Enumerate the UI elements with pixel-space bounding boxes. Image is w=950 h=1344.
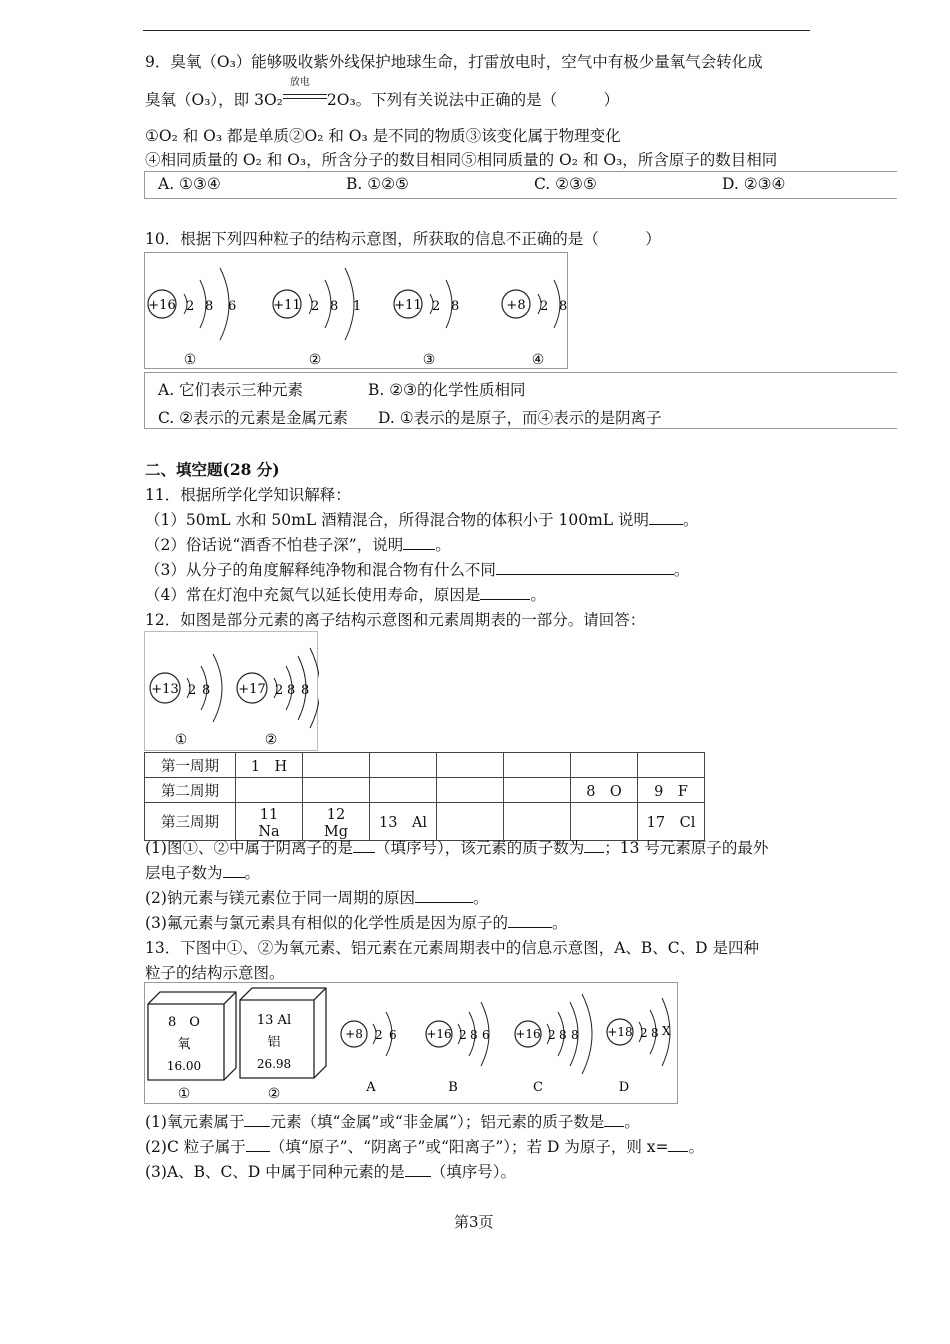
q13-cell1-numsym: 8 O xyxy=(168,1015,200,1030)
q12-p2-e3: 8 xyxy=(301,683,310,698)
q13-diagrams xyxy=(144,982,679,1104)
q13-particle-d xyxy=(607,998,671,1095)
q13-cell1-mass: 16.00 xyxy=(166,1059,202,1073)
q10-particle-2 xyxy=(273,268,361,368)
q13-blank-4[interactable] xyxy=(668,1137,688,1152)
svg-text:+16: +16 xyxy=(426,1027,452,1041)
q9-option-a[interactable]: A. ①③④ xyxy=(158,175,221,193)
q10-p2-e2: 8 xyxy=(330,299,339,314)
table-row: 第二周期 8 O 9 F xyxy=(145,778,705,803)
q10-p2-label: ② xyxy=(308,352,322,368)
q10-p3-label: ③ xyxy=(422,352,436,368)
q10-option-c[interactable]: C. ②表示的元素是金属元素 xyxy=(158,409,349,427)
q10-p3-e1: 2 xyxy=(432,299,441,314)
q12-sub1-line1: (1)图①、②中属于阴离子的是 （填序号），该元素的质子数为 ；13 号元素原子的最外 xyxy=(145,839,769,857)
q10-p2-nucleus: +11 xyxy=(273,298,301,313)
svg-text:8: 8 xyxy=(559,1028,567,1042)
q10-stem: 10．根据下列四种粒子的结构示意图，所获取的信息不正确的是（ ） xyxy=(145,230,661,248)
header-rule xyxy=(143,30,810,31)
q10-p4-nucleus: +8 xyxy=(506,298,526,313)
q9-stem-line2 xyxy=(145,77,620,110)
q12-blank-2[interactable] xyxy=(584,838,604,853)
q13-label-a: A xyxy=(366,1080,376,1095)
svg-text:6: 6 xyxy=(389,1028,397,1042)
q12-particle-1 xyxy=(150,654,222,748)
q12-p2-nucleus: +17 xyxy=(238,682,266,697)
q10-p3-nucleus: +11 xyxy=(394,298,422,313)
q12-p2-e1: 2 xyxy=(275,683,284,698)
q9-option-d[interactable]: D. ②③④ xyxy=(722,175,786,193)
table-row: 第三周期 11 Na 12 Mg 13 Al 17 Cl xyxy=(145,803,705,841)
q12-p2-label: ② xyxy=(264,732,278,748)
svg-text:8: 8 xyxy=(571,1028,579,1042)
table-row: 第一周期 1 H xyxy=(145,753,705,778)
q13-cell2-numsym: 13 Al xyxy=(256,1013,292,1028)
q9-stem-line1: 9．臭氧（O₃）能够吸收紫外线保护地球生命，打雷放电时，空气中有极少量氧气会转化成 xyxy=(145,53,763,71)
q10-atom-diagrams xyxy=(144,252,569,370)
q10-p2-e1: 2 xyxy=(311,299,320,314)
q13-particle-c xyxy=(515,994,592,1095)
svg-text:2: 2 xyxy=(459,1028,467,1042)
q13-cell1-name: 氧 xyxy=(177,1037,191,1052)
svg-text:8: 8 xyxy=(651,1026,659,1040)
q11-item-4: （4）常在灯泡中充氮气以延长使用寿命，原因是 。 xyxy=(145,586,546,604)
q9-statement-line2: ④相同质量的 O₂ 和 O₃，所含分子的数目相同⑤相同质量的 O₂ 和 O₃，所含原子的数目相同 xyxy=(145,151,778,169)
q13-label-c: C xyxy=(533,1080,543,1095)
q12-p1-e2: 8 xyxy=(202,683,211,698)
q10-p4-label: ④ xyxy=(531,352,545,368)
q13-label-d: D xyxy=(618,1080,630,1095)
q12-blank-4[interactable] xyxy=(415,888,473,903)
svg-text:+16: +16 xyxy=(515,1027,541,1041)
svg-text:2: 2 xyxy=(375,1028,383,1042)
q10-particle-3 xyxy=(394,280,459,368)
q9-option-b[interactable]: B. ①②⑤ xyxy=(346,175,409,193)
q13-sub3: (3)A、B、C、D 中属于同种元素的是 （填序号）。 xyxy=(145,1163,517,1181)
q12-blank-3[interactable] xyxy=(223,863,245,878)
q10-p1-label: ① xyxy=(183,352,197,368)
q13-particle-b xyxy=(426,1002,490,1095)
q10-p1-e3: 6 xyxy=(228,299,237,314)
svg-text:+8: +8 xyxy=(345,1027,363,1041)
page-number: 第3页 xyxy=(454,1213,494,1231)
q10-particle-1 xyxy=(148,268,236,368)
q12-p2-e2: 8 xyxy=(287,683,296,698)
q10-option-b[interactable]: B. ②③的化学性质相同 xyxy=(368,381,526,399)
q11-blank-1[interactable] xyxy=(649,510,683,525)
q13-blank-3[interactable] xyxy=(246,1137,270,1152)
periodic-table-excerpt xyxy=(144,752,705,841)
section-title: 二、填空题(28 分) xyxy=(145,460,280,479)
q13-stem-line1: 13．下图中①、②为氧元素、铝元素在元素周期表中的信息示意图，A、B、C、D 是四种 xyxy=(145,939,760,957)
q12-ion-diagrams xyxy=(144,631,319,751)
q12-p1-nucleus: +13 xyxy=(151,682,179,697)
q11-blank-2[interactable] xyxy=(403,535,435,550)
svg-text:6: 6 xyxy=(482,1028,490,1042)
q9-arrow xyxy=(283,77,327,105)
svg-text:2: 2 xyxy=(548,1028,556,1042)
q12-p1-e1: 2 xyxy=(188,683,197,698)
q12-blank-1[interactable] xyxy=(353,838,375,853)
q13-cell2-label: ② xyxy=(267,1086,281,1102)
q11-item-2: （2）俗话说“酒香不怕巷子深”，说明 。 xyxy=(145,536,451,554)
q13-cell2-mass: 26.98 xyxy=(256,1057,292,1071)
q12-p1-label: ① xyxy=(174,732,188,748)
svg-text:X: X xyxy=(662,1024,671,1038)
q10-p3-e2: 8 xyxy=(451,299,460,314)
q12-sub2: (2)钠元素与镁元素位于同一周期的原因 。 xyxy=(145,889,489,907)
q10-p1-e1: 2 xyxy=(186,299,195,314)
q10-p2-e3: 1 xyxy=(353,299,362,314)
q10-p4-e1: 2 xyxy=(540,299,549,314)
svg-text:2: 2 xyxy=(640,1026,648,1040)
q9-condition: 放电 xyxy=(289,77,310,88)
q9-equation-right: 2O₃。下列有关说法中正确的是（ ） xyxy=(326,91,620,109)
q13-particle-a xyxy=(341,1012,397,1095)
q9-option-c[interactable]: C. ②③⑤ xyxy=(534,175,597,193)
q11-stem: 11．根据所学化学知识解释： xyxy=(145,486,351,504)
q11-blank-4[interactable] xyxy=(480,585,530,600)
q13-label-b: B xyxy=(448,1080,458,1095)
q11-item-1: （1）50mL 水和 50mL 酒精混合，所得混合物的体积小于 100mL 说明 。 xyxy=(145,511,699,529)
q10-particle-4 xyxy=(502,280,567,368)
q13-oxygen-cell xyxy=(148,992,236,1102)
q9-statement-line1: ①O₂ 和 O₃ 都是单质②O₂ 和 O₃ 是不同的物质③该变化属于物理变化 xyxy=(145,127,621,145)
q13-sub1: (1)氧元素属于 元素（填“金属”或“非金属”）；铝元素的质子数是 。 xyxy=(145,1113,640,1131)
q12-particle-2 xyxy=(237,648,319,748)
q12-stem: 12．如图是部分元素的离子结构示意图和元素周期表的一部分。请回答： xyxy=(145,611,646,629)
q12-sub3: (3)氟元素与氯元素具有相似的化学性质是因为原子的 。 xyxy=(145,914,568,932)
q13-blank-2[interactable] xyxy=(604,1112,624,1127)
q9-equation-left: 臭氧（O₃），即 3O₂ xyxy=(145,91,283,109)
q13-cell2-name: 铝 xyxy=(267,1035,281,1050)
q12-sub1-line2: 层电子数为 。 xyxy=(145,864,261,882)
q11-item-3: （3）从分子的角度解释纯净物和混合物有什么不同 。 xyxy=(145,561,690,579)
q10-p1-nucleus: +16 xyxy=(148,298,176,313)
q13-cell1-label: ① xyxy=(177,1086,191,1102)
q13-blank-5[interactable] xyxy=(405,1162,431,1177)
q10-option-d[interactable]: D. ①表示的是原子，而④表示的是阴离子 xyxy=(378,409,662,427)
q13-aluminum-cell xyxy=(240,988,326,1102)
q10-p4-e2: 8 xyxy=(559,299,568,314)
q12-blank-5[interactable] xyxy=(508,913,552,928)
svg-text:8: 8 xyxy=(470,1028,478,1042)
svg-text:+18: +18 xyxy=(607,1025,633,1039)
q10-p1-e2: 8 xyxy=(205,299,214,314)
q10-option-a[interactable]: A. 它们表示三种元素 xyxy=(158,381,304,399)
q13-stem-line2: 粒子的结构示意图。 xyxy=(145,964,285,982)
q13-blank-1[interactable] xyxy=(244,1112,270,1127)
q13-sub2: (2)C 粒子属于 （填“原子”、“阴离子”或“阳离子”）；若 D 为原子，则 x= 。 xyxy=(145,1138,704,1156)
q11-blank-3[interactable] xyxy=(496,560,674,575)
